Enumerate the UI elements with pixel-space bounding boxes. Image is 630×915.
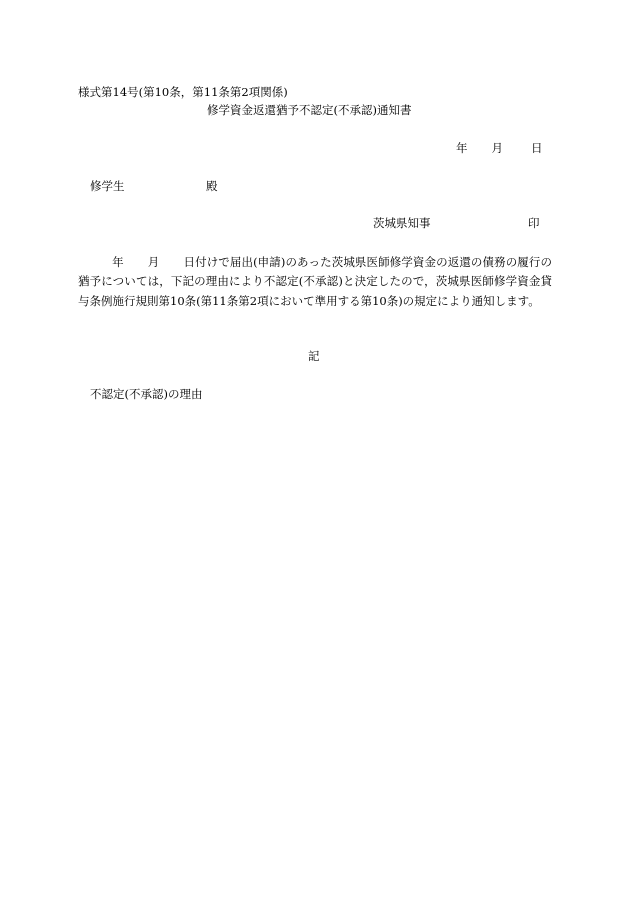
date-day-label: 日 bbox=[531, 141, 543, 155]
form-number: 様式第14号(第10条，第11条第2項関係) bbox=[78, 85, 288, 99]
note-mark: 記 bbox=[308, 349, 320, 363]
addressee-line bbox=[90, 179, 218, 193]
document-title: 修学資金返還猶予不認定(不承認)通知書 bbox=[207, 103, 412, 117]
date-year-label: 年 bbox=[456, 141, 468, 155]
body-month-label: 月 bbox=[147, 255, 160, 269]
issuer-line bbox=[373, 216, 540, 230]
body-paragraph: 日付けで届出(申請)のあった茨城県医師修学資金の返還の債務の履行の猶予については，下記の理由により不認定(不承認)と決定したので，茨城県医師修学資金貸与条例施行規則第10条(第11条第2項において準用する第10条)の規定により通知します。 bbox=[78, 255, 553, 308]
reason-heading: 不認定(不承認)の理由 bbox=[90, 387, 203, 401]
notice-body bbox=[78, 253, 552, 311]
issuer-name: 茨城県知事 bbox=[373, 216, 431, 230]
date-line bbox=[456, 143, 543, 155]
seal-mark: 印 bbox=[528, 216, 540, 230]
body-year-label: 年 bbox=[112, 255, 124, 269]
date-month-label: 月 bbox=[491, 141, 503, 155]
addressee-honorific: 殿 bbox=[206, 179, 218, 193]
addressee-name: 修学生 bbox=[90, 179, 125, 193]
